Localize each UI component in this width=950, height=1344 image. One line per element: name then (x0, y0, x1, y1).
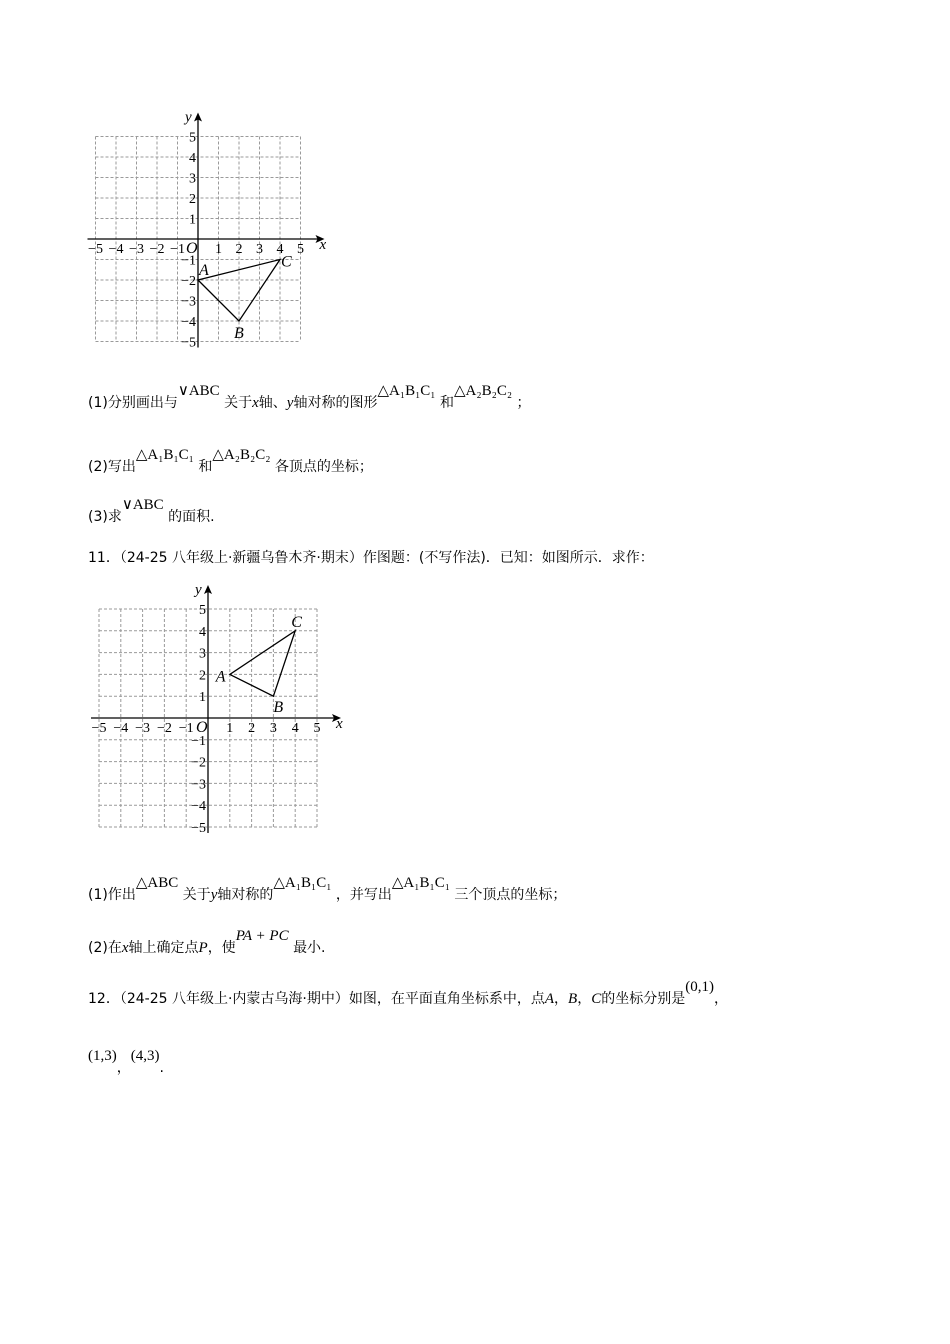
x-axis-label: x (319, 237, 327, 253)
vertex-label-a: A (215, 668, 226, 686)
y-tick-label: 2 (189, 192, 196, 207)
y-tick-label: 3 (189, 171, 196, 187)
y-tick-label: −3 (191, 777, 206, 793)
triangle-abc (230, 631, 295, 696)
q12-coordinates: (1,3)，(4,3). (88, 1048, 164, 1076)
vertex-label-b: B (234, 325, 244, 342)
y-tick-label: 5 (199, 603, 206, 618)
x-tick-label: 2 (235, 242, 243, 257)
q11-part-2: (2)在x轴上确定点P，使PA + PC 最小. (88, 928, 326, 956)
x-tick-label: −1 (170, 242, 185, 257)
x-tick-label: −4 (113, 721, 129, 736)
x-tick-label: 4 (276, 242, 284, 257)
y-tick-label: 1 (199, 690, 206, 706)
x-tick-label: 5 (297, 242, 304, 257)
x-axis-label: x (336, 716, 343, 732)
y-tick-label: −5 (181, 335, 196, 351)
origin-label: O (196, 719, 208, 736)
y-tick-label: 4 (189, 151, 196, 166)
y-tick-label: −2 (181, 274, 196, 289)
y-tick-label: −4 (191, 799, 206, 815)
y-tick-label: 1 (189, 212, 196, 228)
x-tick-label: −2 (149, 242, 165, 257)
q10-part-1: (1)分别画出与∨ABC 关于x轴、y轴对称的图形△A₁B₁C₁ 和△A₂B₂C₂ ； (88, 383, 531, 411)
y-tick-label: −2 (191, 755, 206, 771)
y-tick-label: −1 (181, 253, 196, 269)
coordinate-grid-figure-1 (80, 112, 330, 352)
y-tick-label: −1 (191, 733, 206, 749)
y-axis-label: y (185, 112, 192, 126)
origin-label: O (186, 240, 198, 257)
y-tick-label: 4 (199, 624, 206, 640)
q10-part-3: (3)求∨ABC 的面积. (88, 497, 215, 525)
x-tick-label: −1 (178, 721, 194, 736)
y-tick-label: 2 (199, 668, 206, 684)
vertex-label-b: B (273, 699, 284, 717)
x-tick-label: −2 (156, 721, 172, 736)
x-tick-label: −5 (88, 242, 103, 257)
x-tick-label: 5 (313, 721, 321, 736)
x-tick-label: −3 (129, 242, 144, 257)
q11-part-1: (1)作出△ABC 关于y轴对称的△A₁B₁C₁ ，并写出△A₁B₁C₁ 三个顶点的坐标； (88, 875, 567, 903)
x-tick-label: 4 (291, 721, 299, 736)
y-axis-label: y (195, 582, 202, 598)
x-tick-label: 1 (215, 242, 222, 257)
vertex-label-c: C (281, 253, 292, 271)
x-tick-label: 3 (256, 242, 263, 257)
vertex-label-a: A (199, 262, 209, 279)
x-tick-label: 3 (269, 721, 277, 736)
q11-stem: 11．（24-25 八年级上·新疆乌鲁木齐·期末）作图题：(不写作法)．已知：如图所示．求作： (88, 550, 654, 566)
x-tick-label: −4 (108, 242, 124, 257)
vertex-label-c: C (291, 613, 302, 631)
x-tick-label: −5 (91, 721, 107, 736)
y-tick-label: −5 (191, 821, 206, 836)
x-tick-label: 2 (248, 721, 256, 736)
y-tick-label: 5 (189, 130, 196, 146)
y-tick-label: 3 (199, 646, 206, 662)
y-tick-label: −4 (181, 315, 196, 330)
x-tick-label: −3 (135, 721, 151, 736)
y-tick-label: −3 (181, 294, 196, 310)
q10-part-2: (2)写出△A₁B₁C₁ 和△A₂B₂C₂ 各顶点的坐标； (88, 447, 373, 475)
q12-stem: 12．（24-25 八年级上·内蒙古乌海·期中）如图，在平面直角坐标系中，点A，B，C的坐标分别是(0,1)， (88, 979, 728, 1007)
coordinate-grid-figure-2 (80, 578, 350, 848)
x-tick-label: 1 (226, 721, 234, 736)
